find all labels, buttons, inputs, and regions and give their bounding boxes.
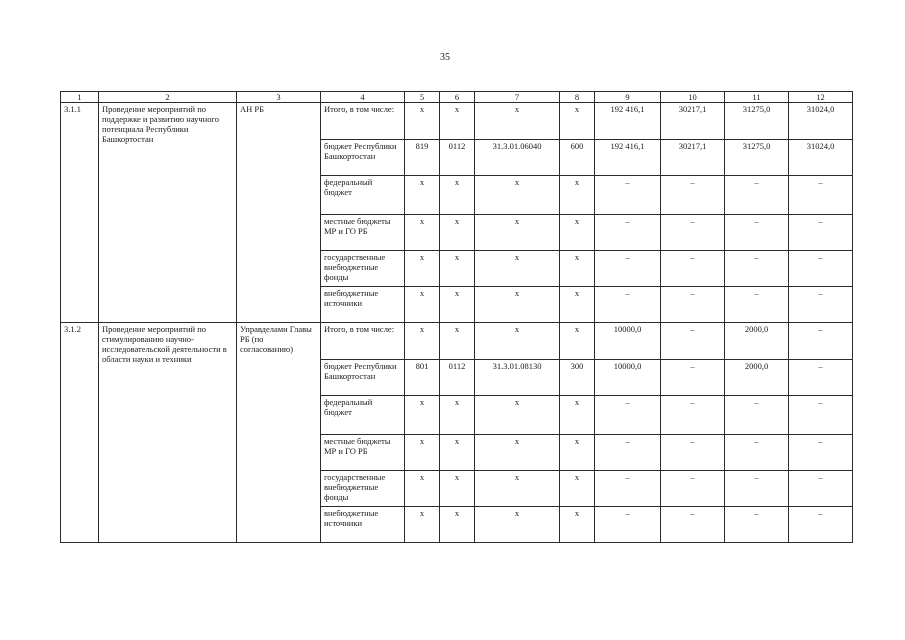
value-cell: –: [661, 176, 725, 215]
value-cell: х: [405, 103, 440, 140]
value-cell: –: [661, 251, 725, 287]
value-cell: –: [661, 507, 725, 543]
value-cell: –: [595, 215, 661, 251]
value-cell: 31.3.01.06040: [475, 140, 560, 176]
value-cell: –: [661, 215, 725, 251]
value-cell: 192 416,1: [595, 103, 661, 140]
column-number: 7: [475, 92, 560, 103]
value-cell: –: [725, 215, 789, 251]
value-cell: –: [789, 176, 853, 215]
value-cell: –: [789, 396, 853, 435]
funding-source: местные бюджеты МР и ГО РБ: [321, 435, 405, 471]
value-cell: х: [405, 287, 440, 323]
value-cell: –: [789, 323, 853, 360]
value-cell: х: [440, 323, 475, 360]
funding-source: федеральный бюджет: [321, 396, 405, 435]
value-cell: 2000,0: [725, 323, 789, 360]
value-cell: х: [440, 287, 475, 323]
funding-source: Итого, в том числе:: [321, 323, 405, 360]
value-cell: –: [789, 507, 853, 543]
value-cell: 31275,0: [725, 140, 789, 176]
funding-source: бюджет Республики Башкортостан: [321, 140, 405, 176]
value-cell: х: [560, 396, 595, 435]
executor-name: АН РБ: [237, 103, 321, 323]
value-cell: х: [440, 507, 475, 543]
value-cell: –: [789, 215, 853, 251]
column-number: 5: [405, 92, 440, 103]
value-cell: х: [560, 287, 595, 323]
value-cell: х: [405, 323, 440, 360]
value-cell: х: [475, 471, 560, 507]
value-cell: х: [560, 323, 595, 360]
value-cell: х: [475, 507, 560, 543]
value-cell: –: [595, 507, 661, 543]
value-cell: 192 416,1: [595, 140, 661, 176]
value-cell: –: [789, 287, 853, 323]
value-cell: х: [560, 176, 595, 215]
column-number: 10: [661, 92, 725, 103]
value-cell: х: [440, 251, 475, 287]
column-number: 8: [560, 92, 595, 103]
value-cell: –: [725, 287, 789, 323]
value-cell: х: [560, 251, 595, 287]
budget-table: [60, 91, 853, 543]
value-cell: х: [440, 103, 475, 140]
value-cell: х: [475, 176, 560, 215]
value-cell: –: [725, 507, 789, 543]
funding-source: государственные внебюджетные фонды: [321, 251, 405, 287]
value-cell: х: [475, 103, 560, 140]
value-cell: –: [661, 287, 725, 323]
value-cell: 300: [560, 360, 595, 396]
funding-source: местные бюджеты МР и ГО РБ: [321, 215, 405, 251]
value-cell: 0112: [440, 360, 475, 396]
value-cell: 10000,0: [595, 360, 661, 396]
value-cell: 600: [560, 140, 595, 176]
executor-name: Управделами Главы РБ (по согласованию): [237, 323, 321, 543]
value-cell: –: [661, 435, 725, 471]
value-cell: –: [661, 396, 725, 435]
value-cell: –: [725, 251, 789, 287]
value-cell: –: [595, 396, 661, 435]
value-cell: 2000,0: [725, 360, 789, 396]
value-cell: 0112: [440, 140, 475, 176]
value-cell: х: [475, 287, 560, 323]
measure-name: Проведение мероприятий по поддержке и развитию научного потенциала Республики Башкортостан: [99, 103, 237, 323]
column-number: 1: [61, 92, 99, 103]
value-cell: –: [789, 360, 853, 396]
value-cell: х: [440, 215, 475, 251]
value-cell: –: [661, 471, 725, 507]
value-cell: 31024,0: [789, 140, 853, 176]
value-cell: –: [789, 471, 853, 507]
measure-name: Проведение мероприятий по стимулированию научно-исследовательской деятельности в области науки и техники: [99, 323, 237, 543]
value-cell: х: [405, 176, 440, 215]
value-cell: 30217,1: [661, 103, 725, 140]
value-cell: х: [405, 507, 440, 543]
value-cell: х: [405, 215, 440, 251]
column-number: 9: [595, 92, 661, 103]
value-cell: 10000,0: [595, 323, 661, 360]
value-cell: х: [560, 471, 595, 507]
value-cell: х: [405, 435, 440, 471]
value-cell: 801: [405, 360, 440, 396]
value-cell: 31275,0: [725, 103, 789, 140]
value-cell: х: [560, 435, 595, 471]
value-cell: –: [725, 396, 789, 435]
value-cell: 31024,0: [789, 103, 853, 140]
value-cell: х: [560, 103, 595, 140]
value-cell: –: [595, 435, 661, 471]
value-cell: х: [440, 471, 475, 507]
value-cell: х: [440, 435, 475, 471]
value-cell: –: [595, 287, 661, 323]
value-cell: х: [475, 251, 560, 287]
table-row: [61, 103, 853, 140]
funding-source: федеральный бюджет: [321, 176, 405, 215]
table-row: [61, 323, 853, 360]
value-cell: 31.3.01.08130: [475, 360, 560, 396]
value-cell: х: [405, 396, 440, 435]
value-cell: х: [560, 215, 595, 251]
column-number: 11: [725, 92, 789, 103]
value-cell: –: [661, 360, 725, 396]
value-cell: –: [595, 251, 661, 287]
column-number: 3: [237, 92, 321, 103]
funding-source: внебюджетные источники: [321, 287, 405, 323]
funding-source: Итого, в том числе:: [321, 103, 405, 140]
value-cell: х: [405, 471, 440, 507]
column-number: 4: [321, 92, 405, 103]
value-cell: –: [595, 176, 661, 215]
column-number-row: [61, 92, 853, 103]
value-cell: 819: [405, 140, 440, 176]
value-cell: х: [405, 251, 440, 287]
page-number: 35: [440, 52, 450, 63]
value-cell: х: [560, 507, 595, 543]
column-number: 2: [99, 92, 237, 103]
value-cell: –: [725, 435, 789, 471]
value-cell: 30217,1: [661, 140, 725, 176]
value-cell: х: [440, 176, 475, 215]
value-cell: –: [725, 176, 789, 215]
measure-code: 3.1.2: [61, 323, 99, 543]
value-cell: –: [725, 471, 789, 507]
funding-source: бюджет Республики Башкортостан: [321, 360, 405, 396]
value-cell: –: [789, 251, 853, 287]
value-cell: –: [661, 323, 725, 360]
value-cell: х: [475, 215, 560, 251]
value-cell: х: [440, 396, 475, 435]
value-cell: –: [789, 435, 853, 471]
value-cell: х: [475, 435, 560, 471]
funding-source: государственные внебюджетные фонды: [321, 471, 405, 507]
value-cell: х: [475, 323, 560, 360]
column-number: 12: [789, 92, 853, 103]
value-cell: –: [595, 471, 661, 507]
column-number: 6: [440, 92, 475, 103]
value-cell: х: [475, 396, 560, 435]
measure-code: 3.1.1: [61, 103, 99, 323]
funding-source: внебюджетные источники: [321, 507, 405, 543]
